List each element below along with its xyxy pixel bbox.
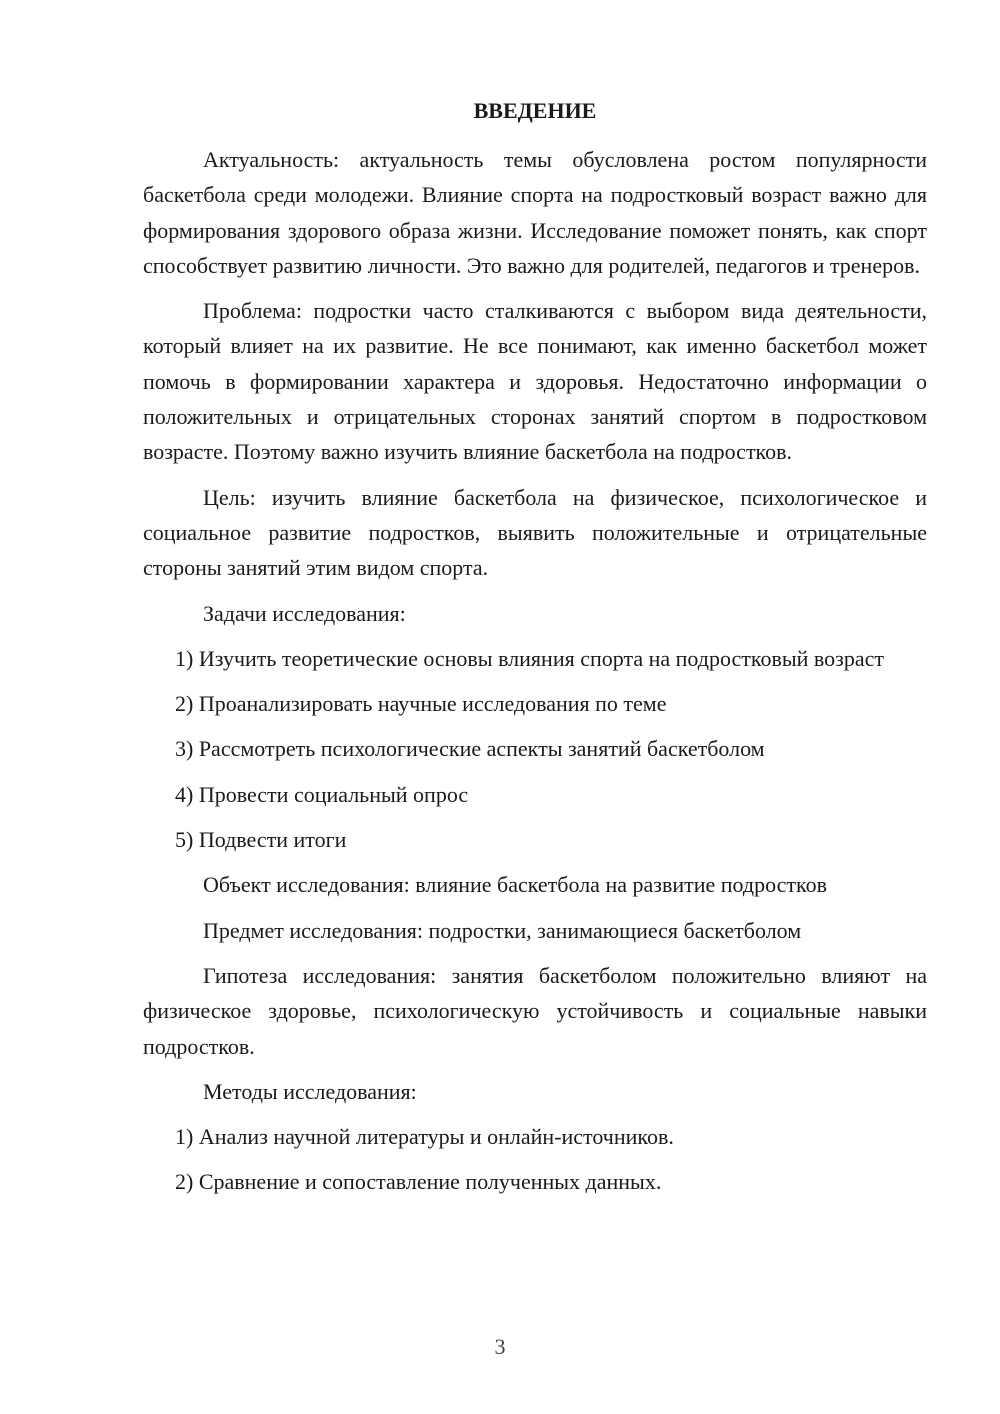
page-number: 3 [494,1334,506,1359]
object-paragraph: Объект исследования: влияние баскетбола на развитие подростков [203,872,827,898]
task-item: 5) Подвести итоги [175,827,347,853]
problem-paragraph: Проблема: подростки часто сталкиваются с выбором вида деятельности, который влияет на их развитие. Не все понимают, как именно баскетбол может помочь в формировании характера и здоровья. Недостаточно информации о положительных и отрицательных сторонах занятий спортом в подростковом возрасте. Поэтому важно изучить влияние баскетбола на подростков. [143,298,927,465]
hypothesis-paragraph: Гипотеза исследования: занятия баскетболом положительно влияют на физическое здоровье, психологическую устойчивость и социальные навыки подростков. [143,962,927,1059]
methods-heading: Методы исследования: [203,1078,417,1104]
tasks-heading: Задачи исследования: [203,600,406,626]
goal-paragraph: Цель: изучить влияние баскетбола на физическое, психологическое и социальное развитие подростков, выявить положительные и отрицательные стороны занятий этим видом спорта. [143,484,927,581]
relevance-paragraph: Актуальность: актуальность темы обусловлена ростом популярности баскетбола среди молодежи. Влияние спорта на подростковый возраст важно для формирования здорового образа жизни. Исследование поможет понять, как спорт способствует развитию личности. Это важно для родителей, педагогов и тренеров. [143,147,927,278]
task-item: 2) Проанализировать научные исследования по теме [175,691,667,717]
task-item: 1) Изучить теоретические основы влияния спорта на подростковый возраст [175,645,884,671]
task-item: 4) Провести социальный опрос [175,781,469,807]
document-body [143,98,927,1210]
method-item: 2) Сравнение и сопоставление полученных данных. [175,1169,662,1195]
subject-paragraph: Предмет исследования: подростки, занимающиеся баскетболом [203,917,802,943]
task-item: 3) Рассмотреть психологические аспекты занятий баскетболом [175,736,765,762]
section-title: ВВЕДЕНИЕ [473,98,597,123]
method-item: 1) Анализ научной литературы и онлайн-источников. [175,1124,674,1150]
